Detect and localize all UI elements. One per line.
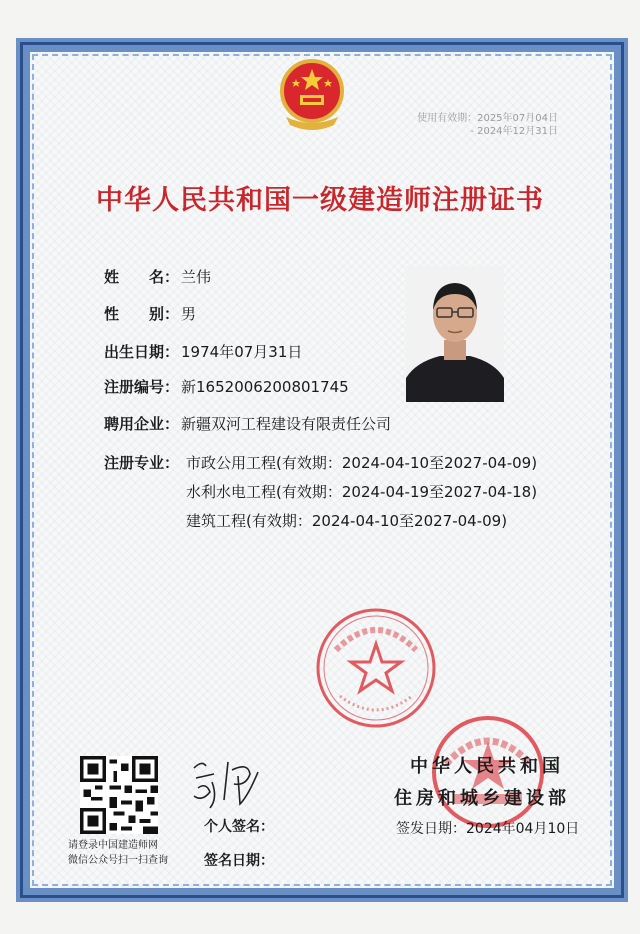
gender-value: 男 <box>181 305 197 323</box>
name-row <box>104 266 211 287</box>
gender-label: 性 别： <box>104 305 180 323</box>
reg-no-label: 注册编号： <box>104 378 180 396</box>
specialty-row <box>104 452 179 473</box>
personal-signature-label: 个人签名： <box>204 819 274 835</box>
issuer-line-2: 住房和城乡建设部 <box>394 788 570 809</box>
employer-label: 聘用企业： <box>104 415 180 433</box>
gender-row <box>104 303 196 324</box>
employer-row <box>104 413 391 434</box>
handwritten-signature <box>188 752 268 812</box>
signature-date-label: 签名日期： <box>204 853 274 869</box>
issue-date: 签发日期：2024年04月10日 <box>396 821 580 837</box>
reg-no-row <box>104 376 349 397</box>
national-emblem-icon <box>272 55 352 135</box>
portrait-photo <box>406 266 504 402</box>
specialty-item: 市政公用工程(有效期：2024-04-10至2027-04-09) <box>186 454 538 472</box>
name-label: 姓 名： <box>104 268 180 286</box>
birth-label: 出生日期： <box>104 343 180 361</box>
validity-line-1: 使用有效期：2025年07月04日 <box>417 113 558 124</box>
specialty-item: 水利水电工程(有效期：2024-04-19至2027-04-18) <box>186 483 538 501</box>
birth-value: 1974年07月31日 <box>181 343 303 361</box>
name-value: 兰伟 <box>181 268 212 286</box>
company-seal <box>312 604 440 732</box>
qr-instructions <box>68 838 168 868</box>
specialty-item: 建筑工程(有效期：2024-04-10至2027-04-09) <box>186 512 508 530</box>
validity-line-2: - 2024年12月31日 <box>470 126 558 137</box>
validity-stamp <box>388 112 558 138</box>
qr-code[interactable] <box>80 756 158 834</box>
issuer-line-1: 中华人民共和国 <box>410 756 564 777</box>
birth-row <box>104 341 302 362</box>
reg-no-value: 新1652006200801745 <box>181 378 349 396</box>
employer-value: 新疆双河工程建设有限责任公司 <box>181 415 392 433</box>
qr-line-1: 请登录中国建造师网 <box>68 840 158 851</box>
specialty-label: 注册专业： <box>104 454 180 472</box>
qr-line-2: 微信公众号扫一扫查询 <box>68 855 168 866</box>
certificate-title: 中华人民共和国一级建造师注册证书 <box>96 185 544 216</box>
